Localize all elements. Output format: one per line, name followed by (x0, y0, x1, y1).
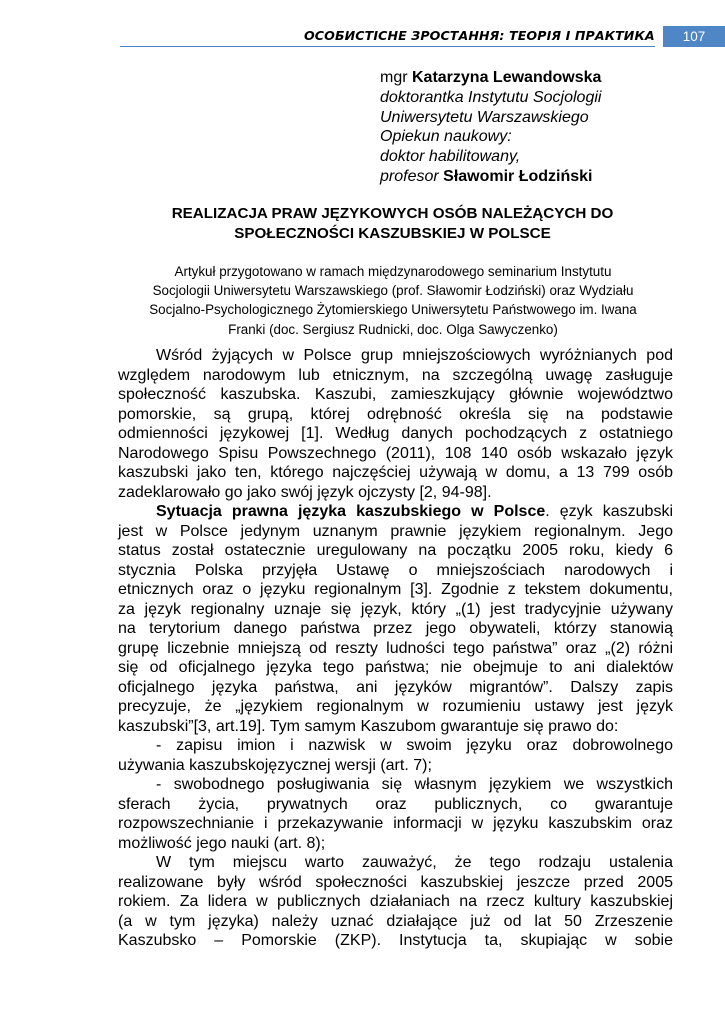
body-line: realizowane były wśród społeczności kaszubskiej jeszcze przed 2005 (118, 873, 673, 891)
list-item-line: używania kaszubskojęzycznej wersji (art. 7); (118, 756, 432, 774)
article-title (60, 204, 725, 244)
note-line-1: Artykuł przygotowano w ramach międzynarodowego seminarium Instytutu (174, 264, 612, 279)
body-line: etnicznych oraz o języku regionalnym [3]. Zgodnie z tekstem dokumentu, (118, 581, 673, 598)
article-note (118, 262, 668, 339)
body-line: się od oficjalnego języka tego państwa; nie obejmuje to ani dialektów (118, 659, 673, 676)
body-text: . ęzyk kaszubski (545, 503, 674, 520)
author-prefix: mgr (380, 69, 412, 86)
article-title-line-1: REALIZACJA PRAW JĘZYKOWYCH OSÓB NALEŻĄCYCH DO (171, 205, 614, 222)
author-name-line (380, 68, 601, 88)
supervisor-degree: doktor habilitowany, (380, 148, 521, 166)
running-header (120, 26, 725, 48)
body-line: jest w Polsce jedynym uznanym prawnie językiem regionalnym. Jego (118, 522, 673, 540)
author-affiliation-1: doktorantka Instytutu Socjologii (380, 88, 602, 106)
body-line: W tym miejscu warto zauważyć, że tego rodzaju ustalenia (156, 854, 673, 871)
article-title-line-2: SPOŁECZNOŚCI KASZUBSKIEJ W POLSCE (234, 224, 551, 242)
supervisor-prefix: profesor (380, 167, 444, 185)
body-line: Narodowego Spisu Powszechnego (2011), 108 140 osób wskazało język (118, 444, 673, 462)
body-line: Kaszubsko – Pomorskie (ZKP). Instytucja ta, skupiając w sobie (118, 932, 673, 949)
body-line: za język regionalny uznaje się język, który „(1) jest tradycyjnie używany (118, 600, 673, 618)
page-number: 107 (663, 26, 725, 47)
section-heading: Sytuacja prawna języka kaszubskiego w Polsce (156, 503, 546, 520)
section-heading-line (118, 502, 673, 522)
body-line: precyzuje, że „językiem regionalnym w rozumieniu ustawy jest język (118, 698, 673, 715)
article-body (118, 346, 673, 951)
note-line-4: Franki (doc. Sergiusz Rudnicki, doc. Olga Sawyczenko) (228, 321, 558, 337)
body-line: oficjalnego języka państwa, ani języków migrantów”. Dalszy zapis (118, 678, 673, 696)
body-line: grupę liczebnie mniejszą od reszty ludności tego państwa” oraz „(2) różni (118, 639, 673, 657)
body-line: pomorskie, są grupą, której odrębność określa się na podstawie (118, 405, 673, 423)
body-line: względem narodowym lub etnicznym, na szczególną uwagę zasługuje (118, 366, 673, 384)
supervisor-label: Opiekun naukowy: (380, 128, 512, 146)
note-line-3: Socjalno-Psychologicznego Żytomierskiego Uniwersytetu Państwowego im. Iwana (149, 302, 637, 318)
supervisor-line (380, 167, 601, 187)
list-item-line: możliwość jego nauki (art. 8); (118, 834, 326, 852)
body-line: zadeklarowało go jako swój język ojczysty [2, 94-98]. (118, 483, 492, 501)
body-line: kaszubski”[3, art.19]. Tym samym Kaszubom gwarantuje się prawo do: (118, 717, 619, 735)
body-line: (a w tym języka) należy uznać działające już od lat 50 Zrzeszenie (118, 912, 673, 930)
author-affiliation-2: Uniwersytetu Warszawskiego (380, 108, 589, 126)
author-block (380, 68, 601, 187)
body-line: społeczność kaszubska. Kaszubi, zamieszkujący głównie województwo (118, 386, 673, 403)
body-line: stycznia Polska przyjęła Ustawę o mniejszościach narodowych i (118, 561, 673, 579)
author-name: Katarzyna Lewandowska (412, 69, 602, 86)
body-line: odmienności językowej [1]. Według danych pochodzących z ostatniego (118, 425, 673, 442)
list-item-line: - zapisu imion i nazwisk w swoim języku oraz dobrowolnego (156, 737, 673, 754)
body-line: status został ostatecznie uregulowany na początku 2005 roku, kiedy 6 (118, 542, 673, 559)
header-rule (120, 46, 655, 47)
note-line-2: Socjologii Uniwersytetu Warszawskiego (prof. Sławomir Łodziński) oraz Wydziału (152, 283, 634, 299)
body-line: rokiem. Za lidera w publicznych działaniach na rzecz kultury kaszubskiej (118, 893, 673, 910)
list-item-line: rozpowszechnianie i przekazywanie informacji w języku kaszubskim oraz (118, 815, 673, 832)
list-item-line: - swobodnego posługiwania się własnym językiem we wszystkich (156, 776, 673, 793)
body-line: kaszubski jako ten, którego najczęściej używają w domu, a 13 799 osób (118, 464, 673, 481)
journal-title: ОСОБИСТІСНЕ ЗРОСТАННЯ: ТЕОРІЯ І ПРАКТИКА (304, 28, 655, 43)
body-line: Wśród żyjących w Polsce grup mniejszościowych wyróżnianych pod (156, 347, 673, 364)
list-item-line: sferach życia, prywatnych oraz publicznych, co gwarantuje (118, 795, 673, 813)
supervisor-name: Sławomir Łodziński (443, 167, 593, 185)
body-line: na terytorium danego państwa przez jego obywateli, którzy stanowią (118, 620, 673, 637)
